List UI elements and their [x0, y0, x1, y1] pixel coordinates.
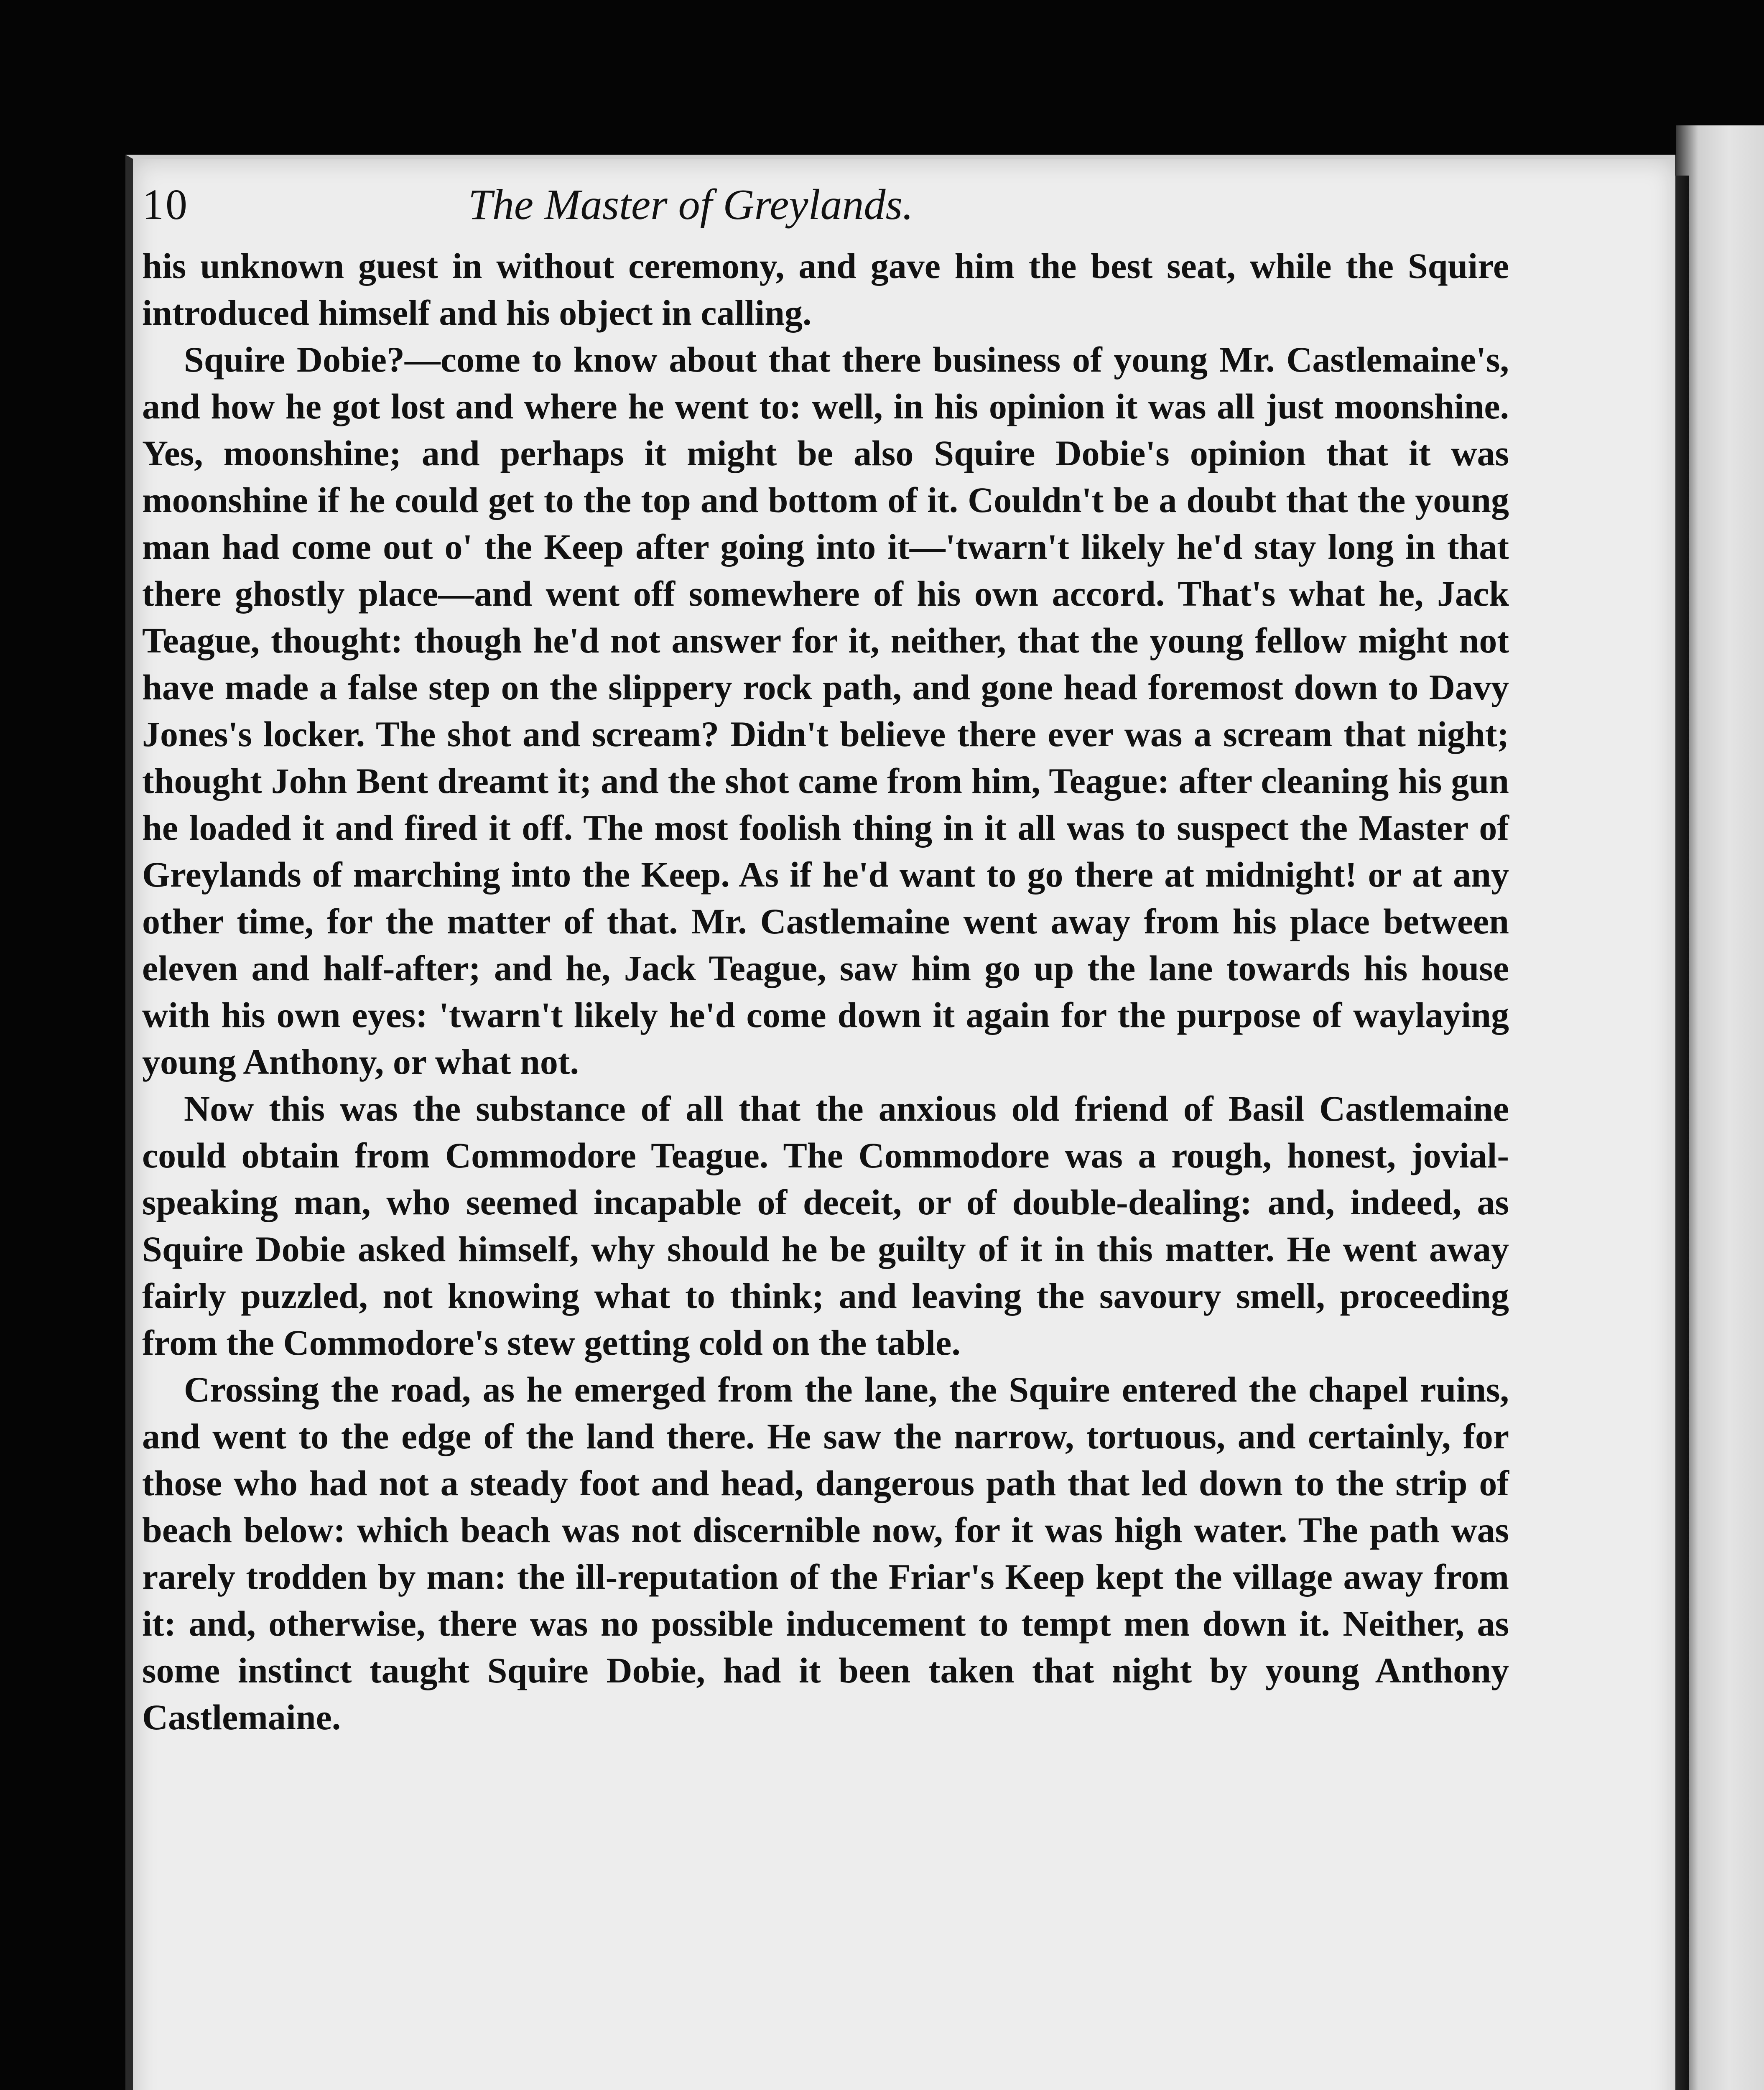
paragraph: his unknown guest in without ceremony, and gave him the best seat, while the Squire introduced himself and his object in calling. — [142, 246, 1509, 333]
running-head — [142, 180, 1137, 242]
paragraph: Now this was the substance of all that the anxious old friend of Basil Castlemaine could obtain from Commodore Teague. The Commodore was a rough, honest, jovial-speaking man, who seemed incapable of deceit, or of double-dealing: and, indeed, as Squire Dobie asked himself, why should he be guilty of it in this matter. He went away fairly puzzled, not knowing what to think; and leaving the savoury smell, proceeding from the Commodore's stew getting cold on the table. — [142, 1088, 1509, 1363]
body-text — [142, 242, 1509, 1741]
facing-page-edge — [1676, 125, 1764, 2090]
page-number: 10 — [142, 181, 189, 229]
paragraph: Crossing the road, as he emerged from the lane, the Squire entered the chapel ruins, and went to the edge of the land there. He saw the narrow, tortuous, and certainly, for those who had not a steady foot and head, dangerous path that led down to the strip of beach below: which beach was not discernible now, for it was high water. The path was rarely trodden by man: the ill-reputation of the Friar's Keep kept the village away from it: and, otherwise, there was no possible inducement to tempt men down it. Neither, as some instinct taught Squire Dobie, had it been taken that night by young Anthony Castlemaine. — [142, 1369, 1509, 1737]
paragraph: Squire Dobie?—come to know about that there business of young Mr. Castlemaine's, and how he got lost and where he went to: well, in his opinion it was all just moonshine. Yes, moonshine; and perhaps it might be also Squire Dobie's opinion that it was moonshine if he could get to the top and bottom of it. Couldn't be a doubt that the young man had come out o' the Keep after going into it—'twarn't likely he'd stay long in that there ghostly place—and went off somewhere of his own accord. That's what he, Jack Teague, thought: though he'd not answer for it, neither, that the young fellow might not have made a false step on the slippery rock path, and gone head foremost down to Davy Jones's locker. The shot and scream? Didn't believe there ever was a scream that night; thought John Bent dreamt it; and the shot came from him, Teague: after cleaning his gun he loaded it and fired it off. The most foolish thing in it all was to suspect the Master of Greylands of marching into the Keep. As if he'd want to go there at midnight! or at any other time, for the matter of that. Mr. Castlemaine went away from his place between eleven and half-after; and he, Jack Teague, saw him go up the lane towards his house with his own eyes: 'twarn't likely he'd come down it again for the purpose of waylaying young Anthony, or what not. — [142, 339, 1509, 1082]
book-title: The Master of Greylands. — [468, 181, 913, 229]
